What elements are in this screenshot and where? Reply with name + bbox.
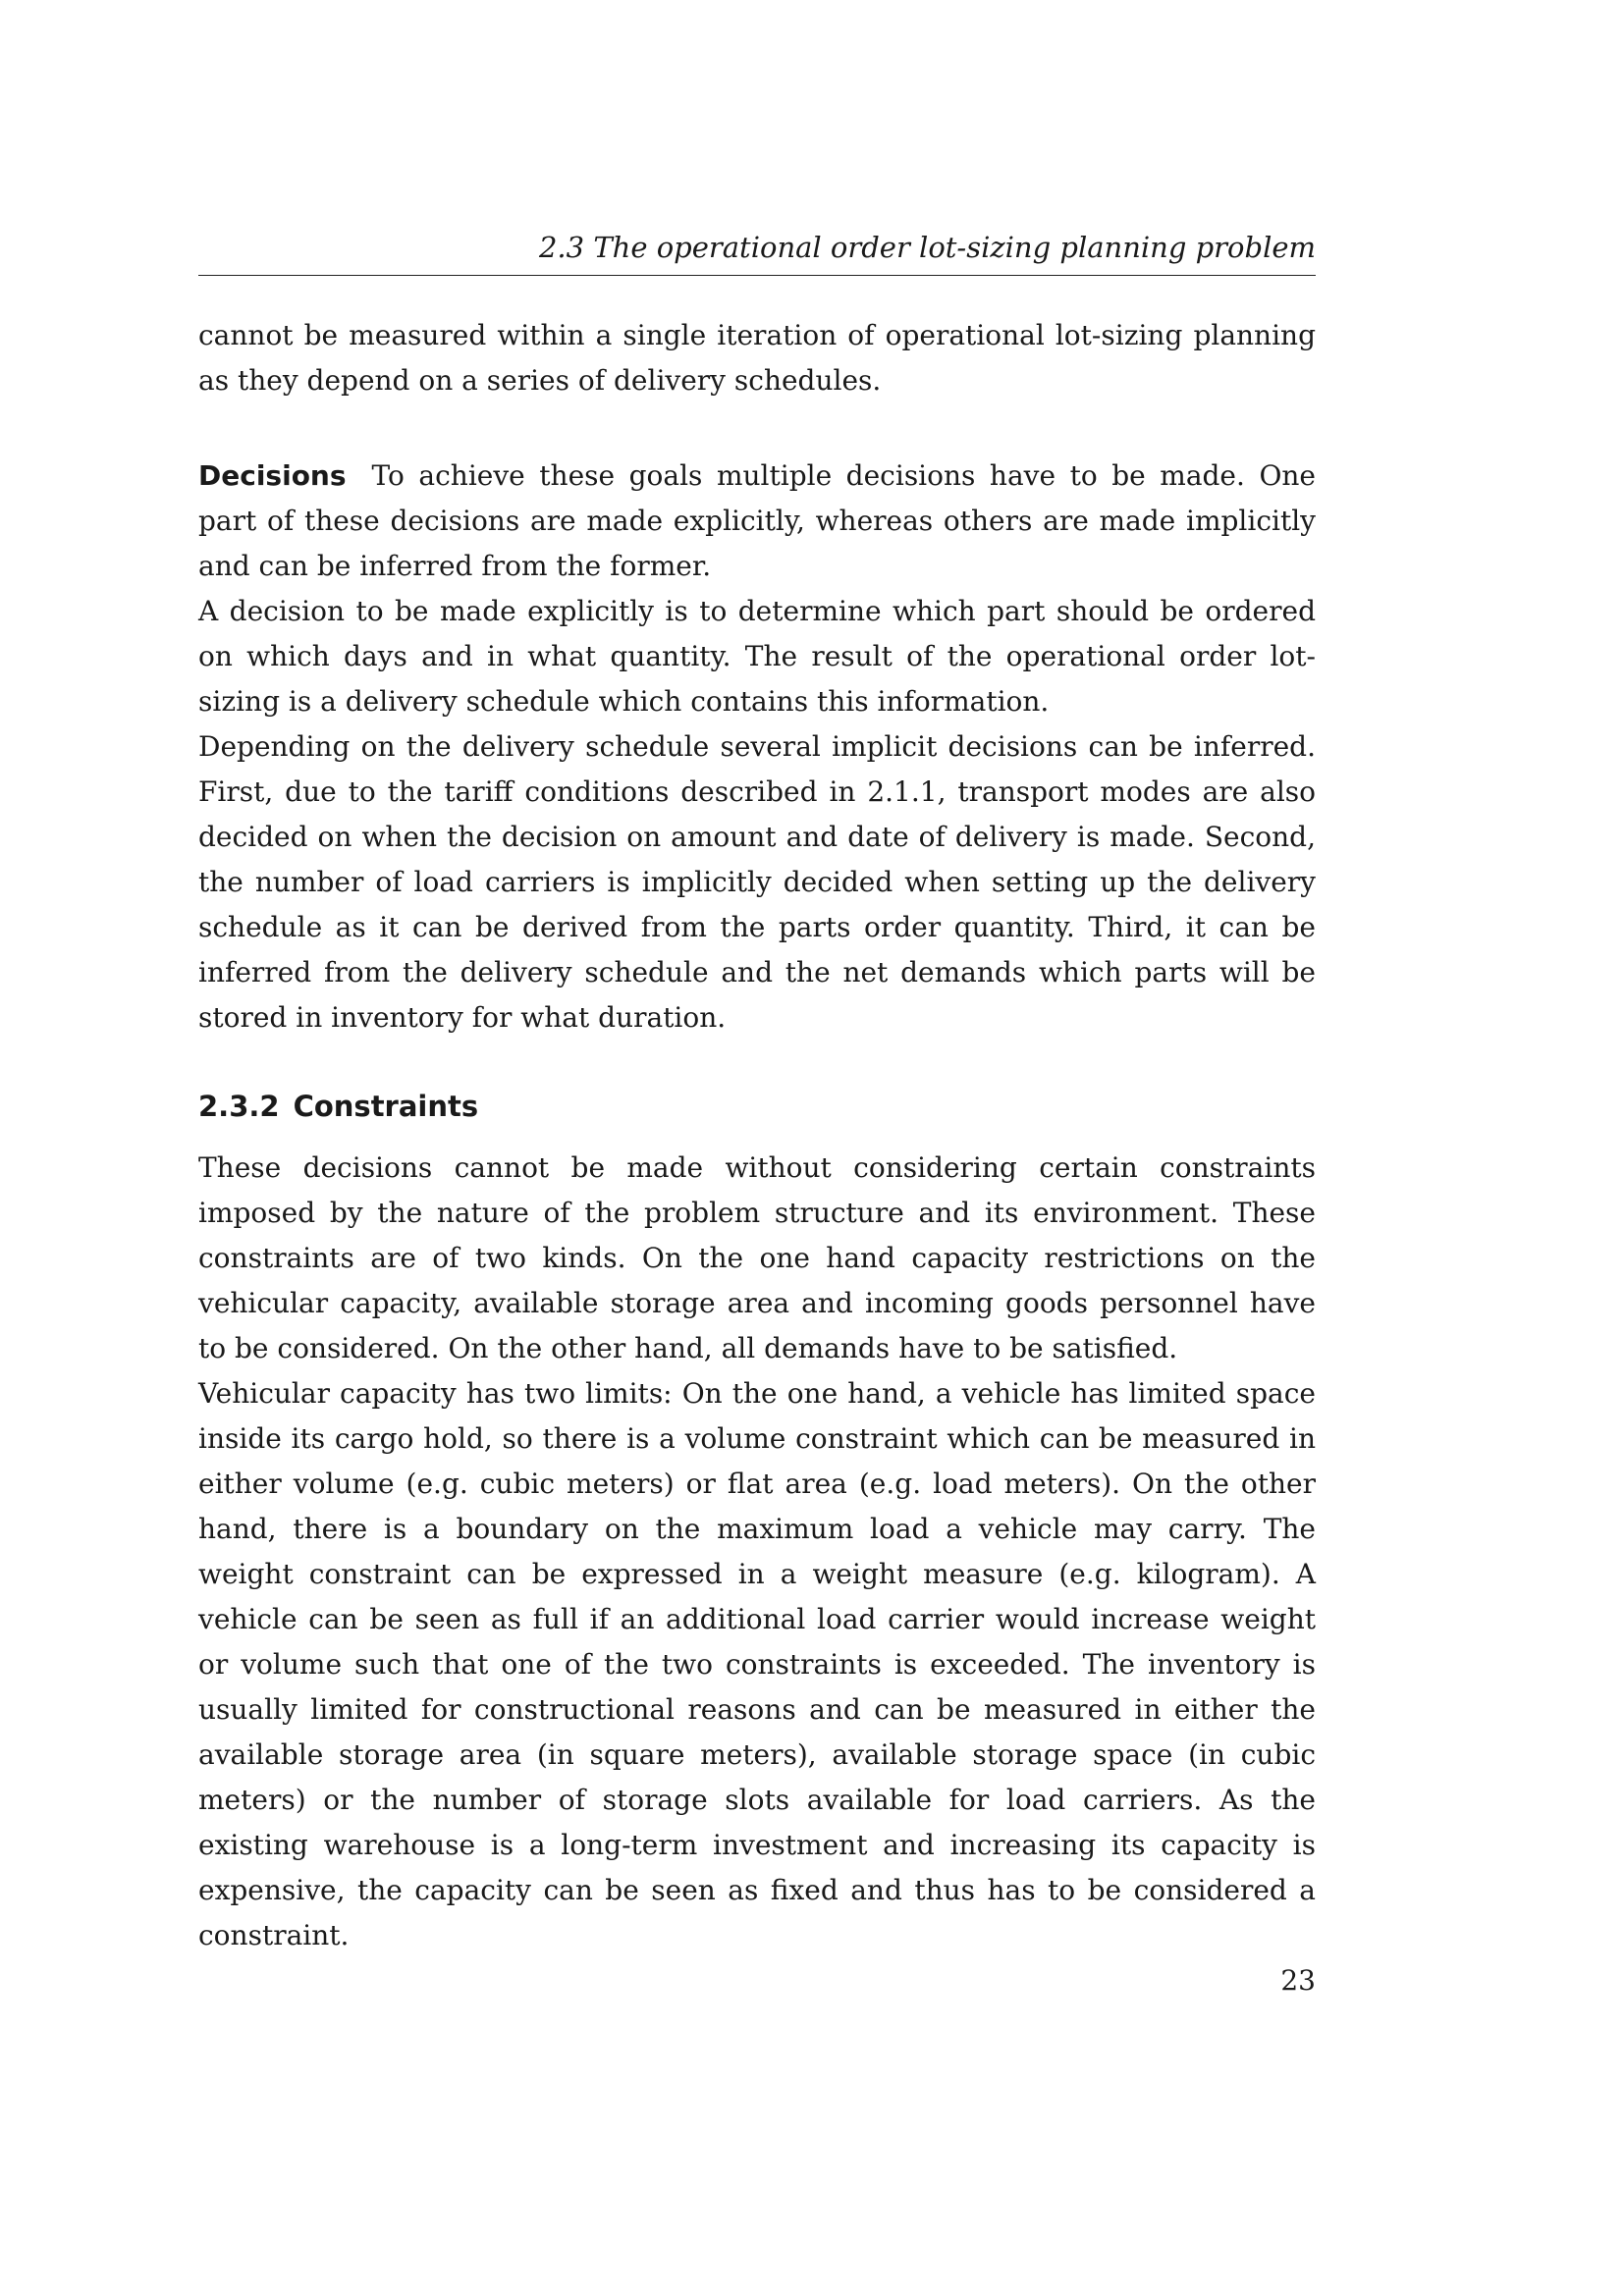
paragraph-explicit-decision: A decision to be made explicitly is to determine which part should be ordered on which days and in what quantity. The result of the operational order lot-sizing is a delivery schedule which contains this information. <box>198 595 1316 718</box>
paragraph-implicit-decisions: Depending on the delivery schedule several implicit decisions can be inferred. First, due to the tariff conditions described in 2.1.1, transport modes are also decided on when the decision on amount and date of delivery is made. Second, the number of load carriers is implicitly decided when setting up the delivery schedule as it can be derived from the parts order quantity. Third, it can be inferred from the delivery schedule and the net demands which parts will be stored in inventory for what duration. <box>198 730 1316 1034</box>
paragraph-continuation: cannot be measured within a single iteration of operational lot-sizing planning as they depend on a series of delivery schedules. <box>198 319 1316 397</box>
paragraph-decisions-text: To achieve these goals multiple decisions have to be made. One part of these decisions are made explicitly, whereas others are made implicitly and can be inferred from the former. <box>198 459 1316 582</box>
paragraph-vehicular-capacity: Vehicular capacity has two limits: On the one hand, a vehicle has limited space inside its cargo hold, so there is a volume constraint which can be measured in either volume (e.g. cubic meters) or flat area (e.g. load meters). On the other hand, there is a boundary on the maximum load a vehicle may carry. The weight constraint can be expressed in a weight measure (e.g. kilogram). A vehicle can be seen as full if an additional load carrier would increase weight or volume such that one of the two constraints is exceeded. The inventory is usually limited for constructional reasons and can be measured in either the available storage area (in square meters), available storage space (in cubic meters) or the number of storage slots available for load carriers. As the existing warehouse is a long-term investment and increasing its capacity is expensive, the capacity can be seen as fixed and thus has to be considered a constraint. <box>198 1377 1316 1951</box>
section-number: 2.3.2 <box>198 1090 280 1123</box>
paragraph-gap <box>198 403 1316 454</box>
running-head: 2.3 The operational order lot-sizing planning problem <box>198 228 1316 276</box>
paragraph-constraints-intro: These decisions cannot be made without considering certain constraints imposed by the nature of the problem structure and its environment. These constraints are of two kinds. On the one hand capacity restrictions on the vehicular capacity, available storage area and incoming goods personnel have to be considered. On the other hand, all demands have to be satisfied. <box>198 1151 1316 1364</box>
page-content <box>198 228 1316 1958</box>
section-heading <box>198 1087 1316 1126</box>
decisions-run-in-heading: Decisions <box>198 459 347 492</box>
page-number: 23 <box>1280 1964 1316 1997</box>
section-title: Constraints <box>293 1090 479 1123</box>
body-text <box>198 313 1316 1958</box>
paragraph-decisions <box>198 454 1316 589</box>
